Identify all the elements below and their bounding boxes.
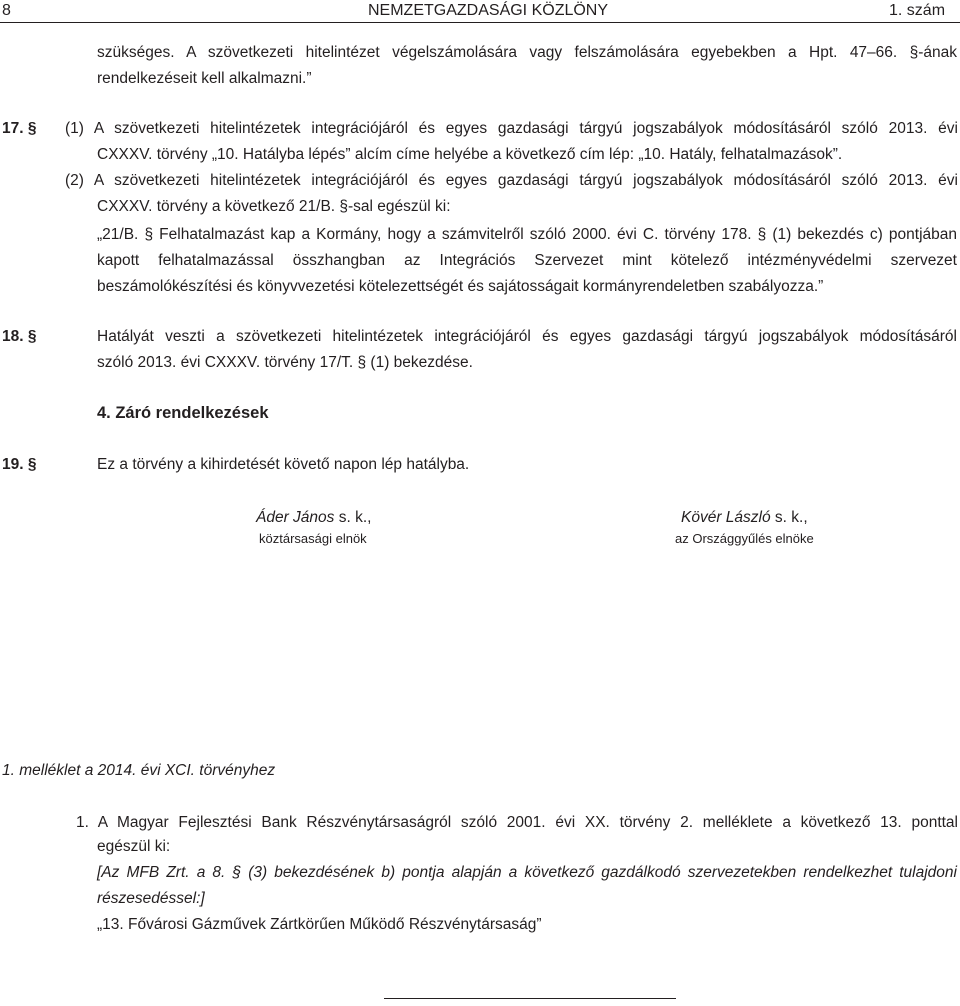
- signature-right-name: Kövér László: [681, 509, 771, 526]
- signature-right: [681, 509, 808, 527]
- section-17-quote-line-2: kapott felhatalmazással összhangban az Integrációs Szervezet mint kötelező intézményvédelmi szervezet: [97, 252, 957, 269]
- journal-title: NEMZETGAZDASÁGI KÖZLÖNY: [368, 2, 609, 19]
- section-17-quote-line-1: „21/B. § Felhatalmazást kap a Kormány, hogy a számvitelről szóló 2000. évi C. törvény 178. § (1) bekezdés c) pontjában: [97, 226, 957, 243]
- section-18-line-1: Hatályát veszti a szövetkezeti hitelintézetek integrációjáról és egyes gazdasági tárgyú jogszabályok módosításáról: [97, 328, 957, 345]
- intro-line-1: szükséges. A szövetkezeti hitelintézet végelszámolására vagy felszámolására egyebekben a Hpt. 47–66. §-ának: [97, 44, 957, 61]
- section-17-p1-line-1: (1) A szövetkezeti hitelintézetek integrációjáról és egyes gazdasági tárgyú jogszabályok módosításáról szóló 2013. évi: [65, 120, 958, 137]
- signature-left-name: Áder János: [256, 509, 335, 526]
- chapter-heading: 4. Záró rendelkezések: [97, 404, 269, 422]
- section-18-line-2: szóló 2013. évi CXXXV. törvény 17/T. § (1) bekezdése.: [97, 354, 473, 371]
- section-17-p1-line-2: CXXXV. törvény „10. Hatályba lépés” alcím címe helyébe a következő cím lép: „10. Hatály, felhatalmazások”.: [97, 146, 843, 163]
- intro-line-2: rendelkezéseit kell alkalmazni.”: [97, 70, 312, 87]
- section-17-number: 17. §: [2, 120, 37, 137]
- annex-item-line-2: egészül ki:: [97, 838, 171, 855]
- page-number: 8: [2, 2, 11, 19]
- section-19-text: Ez a törvény a kihirdetését követő napon lép hatályba.: [97, 456, 470, 473]
- annex-bracket-line-1: [Az MFB Zrt. a 8. § (3) bekezdésének b) pontja alapján a következő gazdálkodó szervezetekben rendelkezhet tulajdoni: [97, 864, 957, 881]
- annex-quote: „13. Fővárosi Gázművek Zártkörűen Működő Részvénytársaság”: [97, 916, 542, 933]
- section-17-p2-line-2: CXXXV. törvény a következő 21/B. §-sal egészül ki:: [97, 198, 451, 215]
- annex-item-line-1: 1. A Magyar Fejlesztési Bank Részvénytársaságról szóló 2001. évi XX. törvény 2. melléklete a következő 13. ponttal: [76, 814, 958, 831]
- section-19-number: 19. §: [2, 456, 37, 473]
- section-17-quote-line-3: beszámolókészítési és könyvvezetési kötelezettségét és sajátosságait kormányrendeletben szabályozza.”: [97, 278, 824, 295]
- footer-rule: [384, 998, 676, 999]
- section-17-p2-line-1: (2) A szövetkezeti hitelintézetek integrációjáról és egyes gazdasági tárgyú jogszabályok módosításáról szóló 2013. évi: [65, 172, 958, 189]
- issue-number: 1. szám: [889, 2, 946, 19]
- annex-bracket-line-2: részesedéssel:]: [97, 890, 205, 907]
- section-18-number: 18. §: [2, 328, 37, 345]
- signature-left-title: köztársasági elnök: [259, 531, 367, 546]
- signature-right-suffix: s. k.,: [770, 509, 808, 526]
- signature-left: [256, 509, 371, 527]
- signature-left-suffix: s. k.,: [334, 509, 372, 526]
- annex-title: 1. melléklet a 2014. évi XCI. törvényhez: [2, 762, 276, 779]
- signature-right-title: az Országgyűlés elnöke: [675, 531, 814, 546]
- header-rule: [0, 22, 960, 23]
